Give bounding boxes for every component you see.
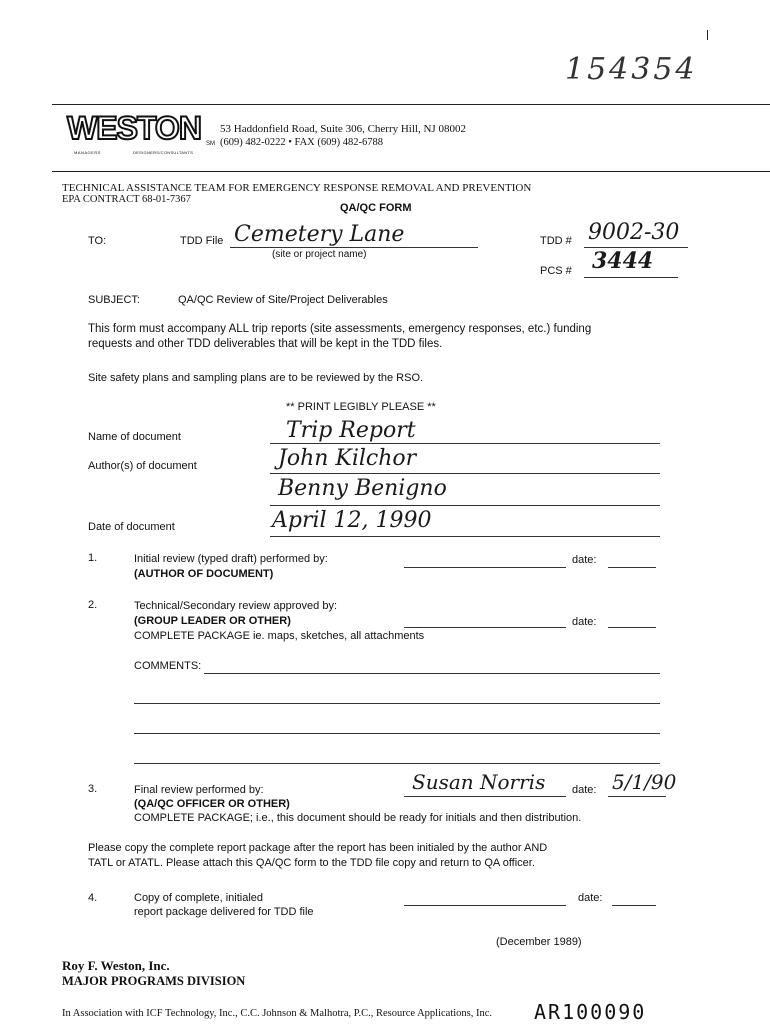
subject-text: QA/QC Review of Site/Project Deliverables [178, 294, 388, 306]
comments-line-3 [134, 733, 660, 734]
step-3-signature-line [404, 796, 566, 797]
step-2-signature-line [404, 627, 566, 628]
step-4-date-label: date: [578, 892, 603, 904]
footer-company: Roy F. Weston, Inc. [62, 958, 170, 973]
instructions-line-3: Site safety plans and sampling plans are to be reviewed by the RSO. [88, 372, 424, 384]
doc-author-underline-2 [270, 505, 660, 506]
form-title: QA/QC FORM [340, 202, 412, 214]
step-3-signature: Susan Norris [412, 770, 546, 794]
doc-author-value-2: Benny Benigno [278, 476, 447, 501]
tdd-file-underline [230, 247, 478, 248]
doc-author-value-1: John Kilchor [278, 446, 417, 471]
comments-line-2 [134, 703, 660, 704]
logo-wordmark: WESTON [67, 110, 201, 146]
footer-association: In Association with ICF Technology, Inc., C.C. Johnson & Malhotra, P.C., Resource Applications, Inc. [62, 1008, 493, 1019]
pcs-number-underline [584, 277, 678, 278]
print-legibly-note: ** PRINT LEGIBLY PLEASE ** [286, 401, 436, 413]
step-3-date-label: date: [572, 784, 597, 796]
instructions-line-1: This form must accompany ALL trip reports (site assessments, emergency responses, etc.) funding [88, 323, 592, 335]
doc-name-label: Name of document [88, 431, 181, 443]
doc-date-label: Date of document [88, 521, 175, 533]
tdd-number-label: TDD # [540, 235, 572, 247]
step-2-package: COMPLETE PACKAGE ie. maps, sketches, all attachments [134, 630, 425, 642]
tdd-file-caption: (site or project name) [272, 249, 367, 260]
tdd-file-label: TDD File [180, 235, 224, 247]
pcs-number-value: 3444 [592, 248, 654, 274]
tdd-file-value: Cemetery Lane [234, 222, 405, 247]
copy-instructions-line-1: Please copy the complete report package after the report has been initialed by the author AND [88, 842, 548, 854]
step-1-signature-line [404, 567, 566, 568]
step-3-number: 3. [88, 783, 98, 795]
corner-mark [707, 30, 708, 40]
instructions-line-2: requests and other TDD deliverables that will be kept in the TDD files. [88, 338, 443, 350]
epa-contract: EPA CONTRACT 68-01-7367 [62, 194, 191, 205]
tdd-number-value: 9002-30 [588, 220, 680, 245]
header-top-rule [52, 104, 770, 105]
comments-label: COMMENTS: [134, 660, 202, 672]
step-1-date-line [608, 567, 656, 568]
doc-date-value: April 12, 1990 [272, 508, 432, 533]
step-3-date-line [608, 796, 666, 797]
step-1-role: (AUTHOR OF DOCUMENT) [134, 568, 274, 580]
company-phone: (609) 482-0222 • FAX (609) 482-6788 [220, 137, 384, 148]
doc-author-label: Author(s) of document [88, 460, 197, 472]
doc-name-underline [270, 443, 660, 444]
document-stamp: AR100090 [534, 1000, 647, 1024]
step-3-text: Final review performed by: [134, 784, 264, 796]
step-4-text: Copy of complete, initialed [134, 892, 264, 904]
step-2-text: Technical/Secondary review approved by: [134, 600, 338, 612]
subject-label: SUBJECT: [88, 294, 140, 306]
step-1-date-label: date: [572, 554, 597, 566]
comments-line-1 [204, 673, 660, 674]
step-2-date-label: date: [572, 616, 597, 628]
logo-sub-left: MANAGERS [74, 150, 101, 155]
step-3-role: (QA/QC OFFICER OR OTHER) [134, 798, 290, 810]
comments-line-4 [134, 763, 660, 764]
step-1-text: Initial review (typed draft) performed by: [134, 553, 328, 565]
step-2-date-line [608, 627, 656, 628]
handwritten-number: 154354 [565, 52, 698, 87]
to-label: TO: [88, 235, 107, 247]
copy-instructions-line-2: TATL or ATATL. Please attach this QA/QC form to the TDD file copy and return to QA officer. [88, 857, 535, 869]
footer-division: MAJOR PROGRAMS DIVISION [62, 974, 246, 988]
step-3-date-value: 5/1/90 [612, 770, 677, 794]
step-2-number: 2. [88, 599, 98, 611]
doc-name-value: Trip Report [286, 418, 416, 443]
step-2-role: (GROUP LEADER OR OTHER) [134, 615, 291, 627]
step-3-package: COMPLETE PACKAGE; i.e., this document should be ready for initials and then distribution. [134, 812, 582, 824]
pcs-number-label: PCS # [540, 265, 572, 277]
company-address: 53 Haddonfield Road, Suite 306, Cherry Hill, NJ 08002 [220, 123, 466, 135]
logo-sub-right: DESIGNERS/CONSULTANTS [133, 150, 194, 155]
step-4-number: 4. [88, 892, 98, 904]
form-revision-date: (December 1989) [496, 936, 582, 948]
step-1-number: 1. [88, 552, 98, 564]
weston-logo [60, 110, 208, 150]
header-bottom-rule [52, 171, 770, 172]
step-4-text-2: report package delivered for TDD file [134, 906, 314, 918]
logo-sm-mark: SM [206, 141, 215, 147]
doc-date-underline [270, 536, 660, 537]
team-title: TECHNICAL ASSISTANCE TEAM FOR EMERGENCY RESPONSE REMOVAL AND PREVENTION [62, 182, 532, 194]
step-4-date-line [612, 905, 656, 906]
doc-author-underline-1 [270, 473, 660, 474]
step-4-signature-line [404, 905, 566, 906]
